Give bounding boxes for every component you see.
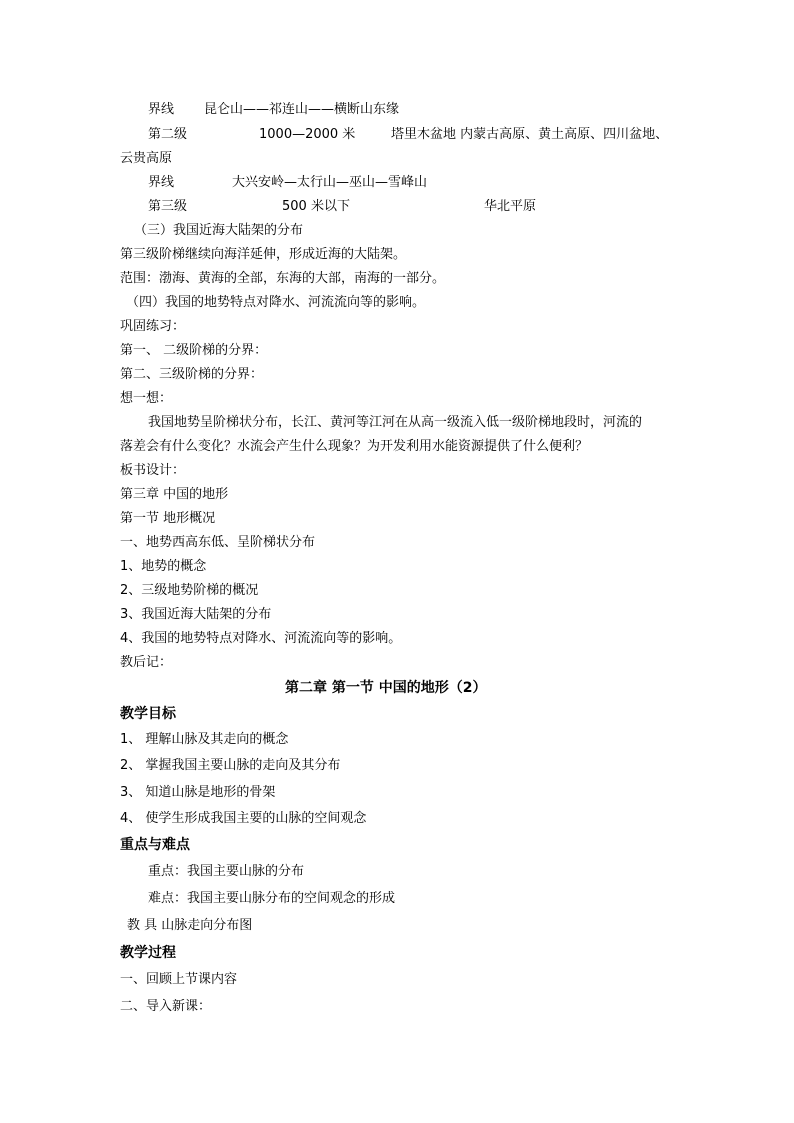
elevation: 500 米以下 — [282, 199, 350, 214]
process-step: 一、回顾上节课内容 — [120, 972, 238, 987]
objective-item: 1、 理解山脉及其走向的概念 — [120, 732, 289, 747]
label: 第三级 — [148, 199, 188, 214]
key-point: 重点：我国主要山脉的分布 — [148, 864, 305, 879]
paragraph: 范围：渤海、黄海的全部，东海的大部，南海的一部分。 — [120, 271, 446, 286]
paragraph: 我国地势呈阶梯状分布，长江、黄河等江河在从高一级流入低一级阶梯地段时，河流的 — [148, 415, 643, 430]
postscript-heading: 教后记： — [120, 655, 173, 670]
board-design-heading: 板书设计： — [120, 463, 186, 478]
board-line: 3、我国近海大陆架的分布 — [120, 607, 272, 622]
label: 界线 — [148, 175, 175, 190]
objectives-heading: 教学目标 — [120, 706, 176, 722]
landforms: 华北平原 — [484, 199, 537, 214]
difficult-point: 难点：我国主要山脉分布的空间观念的形成 — [148, 891, 396, 906]
step-two-continued: 云贵高原 — [120, 151, 173, 166]
paragraph: 落差会有什么变化？水流会产生什么现象？为开发利用水能资源提供了什么便利？ — [120, 439, 589, 454]
teaching-aids: 教 具 山脉走向分布图 — [127, 918, 253, 933]
section-three-heading: （三）我国近海大陆架的分布 — [134, 223, 304, 238]
landforms: 塔里木盆地 内蒙古高原、黄土高原、四川盆地、 — [391, 127, 669, 142]
think-heading: 想一想： — [120, 391, 173, 406]
paragraph: 第三级阶梯继续向海洋延伸，形成近海的大陆架。 — [120, 247, 407, 262]
value: 昆仑山——祁连山——横断山东缘 — [204, 102, 400, 117]
board-line: 第三章 中国的地形 — [120, 487, 229, 502]
process-heading: 教学过程 — [120, 945, 176, 961]
label: 界线 — [148, 102, 175, 117]
exercise-item: 第二、三级阶梯的分界： — [120, 367, 264, 382]
elevation: 1000—2000 米 — [259, 127, 356, 142]
lesson-title: 第二章 第一节 中国的地形（2） — [285, 680, 487, 696]
value: 大兴安岭—太行山—巫山—雪峰山 — [232, 175, 428, 190]
objective-item: 2、 掌握我国主要山脉的走向及其分布 — [120, 758, 341, 773]
board-line: 1、地势的概念 — [120, 559, 207, 574]
board-line: 4、我国的地势特点对降水、河流流向等的影响。 — [120, 631, 402, 646]
board-line: 一、地势西高东低、呈阶梯状分布 — [120, 535, 316, 550]
objective-item: 3、 知道山脉是地形的骨架 — [120, 785, 276, 800]
process-step: 二、导入新课： — [120, 999, 212, 1014]
key-points-heading: 重点与难点 — [120, 837, 190, 853]
label: 第二级 — [148, 127, 188, 142]
exercise-item: 第一、 二级阶梯的分界： — [120, 343, 268, 358]
board-line: 2、三级地势阶梯的概况 — [120, 583, 259, 598]
exercise-heading: 巩固练习： — [120, 319, 186, 334]
section-four-heading: （四）我国的地势特点对降水、河流流向等的影响。 — [126, 295, 426, 310]
board-line: 第一节 地形概况 — [120, 511, 216, 526]
objective-item: 4、 使学生形成我国主要的山脉的空间观念 — [120, 811, 367, 826]
